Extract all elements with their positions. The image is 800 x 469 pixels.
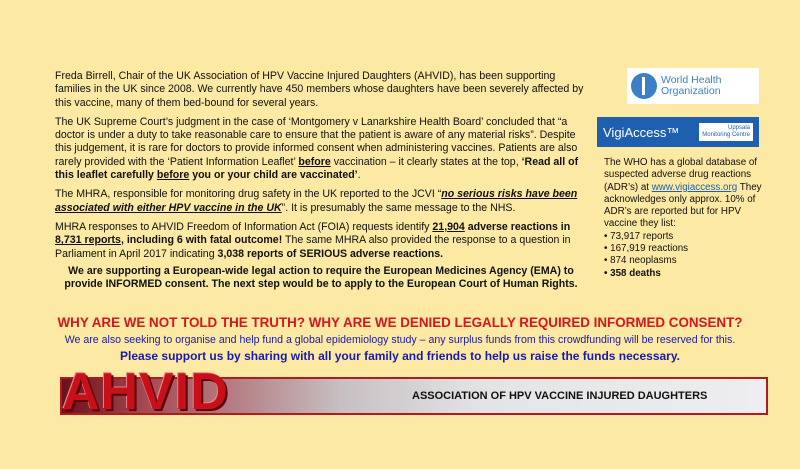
list-item: • 358 deaths xyxy=(604,268,762,280)
crowdfunding-note: We are also seeking to organise and help fund a global epidemiology study – any surplus funds from this crowdfunding will be reserved for this. xyxy=(64,334,736,346)
who-logo-text: World Health Organization xyxy=(661,74,722,97)
list-item: • 73,917 reports xyxy=(604,231,762,243)
headline: WHY ARE WE NOT TOLD THE TRUTH? WHY ARE WE DENIED LEGALLY REQUIRED INFORMED CONSENT? xyxy=(57,315,743,330)
intro-paragraph: Freda Birrell, Chair of the UK Association of HPV Vaccine Injured Daughters (AHVID), has been supporting families in the UK since 2008. We currently have 450 members whose daughters have been severely affected by this vaccine, many of them bed-bound for several years. xyxy=(55,70,584,109)
vigiaccess-name: VigiAccess™ xyxy=(603,124,680,140)
main-text xyxy=(55,70,587,292)
hpv-stats-list xyxy=(604,231,762,280)
supreme-court-paragraph: The UK Supreme Court’s judgment in the case of ‘Montgomery v Lanarkshire Health Board’ concluded that “a doctor is under a duty to take reasonable care to ensure that the patient is aware of any material risks”. Despite this judgement, it is rare for doctors to provide informed consent when administering vaccines. Patients are also rarely provided with the ‘Patient Information Leaflet’ before vaccination – it clearly states at the top, ‘Read all of this leaflet carefully before you or your child are vaccinated’. xyxy=(55,115,579,182)
umc-logo: Uppsala Monitoring Centre xyxy=(699,123,753,141)
legal-action-paragraph: We are supporting a European-wide legal action to require the European Medicines Agency (EMA) to provide INFORMED consent. The next step would be to apply to the European Court of Human Rights. xyxy=(64,264,578,291)
vigiaccess-link[interactable]: www.vigiaccess.org xyxy=(651,181,738,193)
list-item: • 874 neoplasms xyxy=(604,255,762,267)
who-logo xyxy=(627,68,759,104)
ahvid-tagline: ASSOCIATION OF HPV VACCINE INJURED DAUGHTERS xyxy=(412,390,708,402)
who-sidebar xyxy=(597,68,762,280)
who-database-text: The WHO has a global database of suspected adverse drug reactions (ADR’s) at www.vigiaccess.org They acknowledges only approx. 10% of ADR’s are reported but for HPV vaccine they list: • 73,917 reports • 167,919 reactions • 874 neoplasms • 358 deaths xyxy=(597,157,762,280)
mhra-paragraph: The MHRA, responsible for monitoring drug safety in the UK reported to the JCVI “no serious risks have been associated with either HPV vaccine in the UK”. It is presumably the same message to the NHS. xyxy=(55,188,578,214)
list-item: • 167,919 reactions xyxy=(604,243,762,255)
vigiaccess-logo xyxy=(597,117,759,147)
ahvid-logo: AHVID xyxy=(62,363,229,421)
foia-paragraph: MHRA responses to AHVID Freedom of Information Act (FOIA) requests identify 21,904 adverse reactions in 8,731 reports, including 6 with fatal outcome! The same MHRA also provided the response to a question in Parliament in April 2017 indicating 3,038 reports of SERIOUS adverse reactions. xyxy=(55,220,571,260)
who-globe-icon xyxy=(631,73,657,99)
support-appeal: Please support us by sharing with all your family and friends to help us raise the funds necessary. xyxy=(120,349,680,363)
